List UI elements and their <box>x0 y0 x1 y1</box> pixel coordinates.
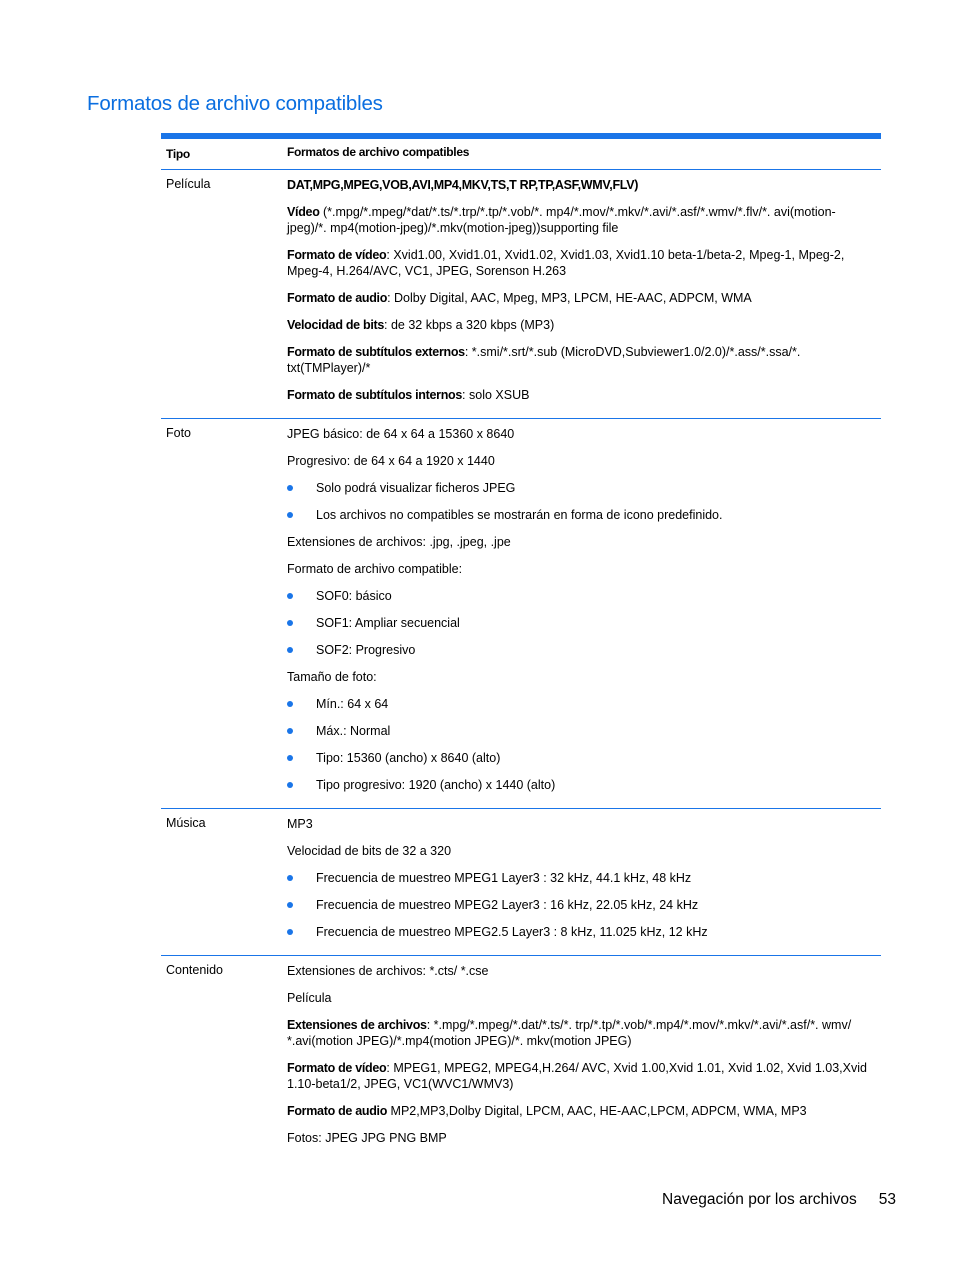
bullet-icon <box>287 620 293 626</box>
table-row-pelicula <box>161 170 881 419</box>
table-row-contenido <box>161 956 881 1161</box>
row-content <box>287 809 881 955</box>
list-item: Los archivos no compatibles se mostrarán en forma de icono predefinido. <box>287 507 873 523</box>
list-item: Frecuencia de muestreo MPEG1 Layer3 : 32 kHz, 44.1 kHz, 48 kHz <box>287 870 873 886</box>
external-subtitles-paragraph: Formato de subtítulos externos: *.smi/*.srt/*.sub (MicroDVD,Subviewer1.0/2.0)/*.ass/*.ssa/*. txt(TMPlayer)/* <box>287 345 801 375</box>
row-content <box>287 956 881 1161</box>
extensions: Extensiones de archivos: *.cts/ *.cse <box>287 964 489 978</box>
video-paragraph: Vídeo (*.mpg/*.mpeg/*dat/*.ts/*.trp/*.tp/*.vob/*. mp4/*.mov/*.mkv/*.avi/*.asf/*.wmv/*.flv/*. avi(motion-jpeg)/*. mp4(motion-jpeg)/*.mkv(motion-jpeg))supporting file <box>287 205 836 235</box>
row-label: Foto <box>166 426 192 440</box>
bullet-icon <box>287 701 293 707</box>
footer-section: Navegación por los archivos <box>662 1191 857 1208</box>
internal-subtitles-paragraph: Formato de subtítulos internos: solo XSUB <box>287 388 530 402</box>
row-content <box>287 170 881 418</box>
photos-formats: Fotos: JPEG JPG PNG BMP <box>287 1131 447 1145</box>
formats-table <box>161 133 881 1161</box>
extensions-paragraph: Extensiones de archivos: *.mpg/*.mpeg/*.dat/*.ts/*. trp/*.tp/*.vob/*.mp4/*.mov/*.mkv/*.avi/*.asf/*. wmv/ *.avi(motion JPEG)/*.mp4(motion JPEG)/*. mkv(motion JPEG) <box>287 1018 852 1048</box>
photo-size: Tamaño de foto: <box>287 670 377 684</box>
bullet-icon <box>287 512 293 518</box>
list-item: Mín.: 64 x 64 <box>287 696 873 712</box>
page-title: Formatos de archivo compatibles <box>87 92 383 115</box>
page-footer <box>662 1191 896 1209</box>
bullet-icon <box>287 902 293 908</box>
bitrate: Velocidad de bits de 32 a 320 <box>287 844 452 858</box>
list-item: SOF2: Progresivo <box>287 642 873 658</box>
formats-list: DAT,MPG,MPEG,VOB,AVI,MP4,MKV,TS,T RP,TP,ASF,WMV,FLV) <box>287 178 639 192</box>
list-item: Solo podrá visualizar ficheros JPEG <box>287 480 873 496</box>
row-label: Música <box>166 816 206 830</box>
list-item: Frecuencia de muestreo MPEG2.5 Layer3 : 8 kHz, 11.025 kHz, 12 kHz <box>287 924 873 940</box>
bullet-icon <box>287 728 293 734</box>
list-item: Tipo: 15360 (ancho) x 8640 (alto) <box>287 750 873 766</box>
movie-heading: Película <box>287 991 332 1005</box>
video-format-paragraph: Formato de vídeo: MPEG1, MPEG2, MPEG4,H.264/ AVC, Xvid 1.00,Xvid 1.01, Xvid 1.02, Xvid 1.03,Xvid 1.10-beta1/2, JPEG, VC1(WVC1/WMV3) <box>287 1061 867 1091</box>
jpeg-basic: JPEG básico: de 64 x 64 a 15360 x 8640 <box>287 427 515 441</box>
list-item: Frecuencia de muestreo MPEG2 Layer3 : 16 kHz, 22.05 kHz, 24 kHz <box>287 897 873 913</box>
bullet-icon <box>287 755 293 761</box>
list-item: SOF1: Ampliar secuencial <box>287 615 873 631</box>
table-row-foto <box>161 419 881 809</box>
bullet-icon <box>287 485 293 491</box>
row-label: Película <box>166 177 211 191</box>
audio-format-paragraph: Formato de audio MP2,MP3,Dolby Digital, LPCM, AAC, HE-AAC,LPCM, ADPCM, WMA, MP3 <box>287 1104 807 1118</box>
page-number: 53 <box>878 1191 896 1208</box>
bullet-icon <box>287 647 293 653</box>
extensions: Extensiones de archivos: .jpg, .jpeg, .jpe <box>287 535 511 549</box>
bullet-icon <box>287 875 293 881</box>
bitrate-paragraph: Velocidad de bits: de 32 kbps a 320 kbps (MP3) <box>287 318 555 332</box>
header-formats: Formatos de archivo compatibles <box>287 145 470 159</box>
mp3: MP3 <box>287 817 313 831</box>
bullet-icon <box>287 929 293 935</box>
bullet-icon <box>287 593 293 599</box>
list-item: Máx.: Normal <box>287 723 873 739</box>
list-item: SOF0: básico <box>287 588 873 604</box>
table-row-musica <box>161 809 881 956</box>
progressive: Progresivo: de 64 x 64 a 1920 x 1440 <box>287 454 495 468</box>
list-item: Tipo progresivo: 1920 (ancho) x 1440 (alto) <box>287 777 873 793</box>
bullet-icon <box>287 782 293 788</box>
audio-format-paragraph: Formato de audio: Dolby Digital, AAC, Mpeg, MP3, LPCM, HE-AAC, ADPCM, WMA <box>287 291 752 305</box>
row-label: Contenido <box>166 963 223 977</box>
compatible-format: Formato de archivo compatible: <box>287 562 463 576</box>
video-format-paragraph: Formato de vídeo: Xvid1.00, Xvid1.01, Xvid1.02, Xvid1.03, Xvid1.10 beta-1/beta-2, Mpeg-1, Mpeg-2, Mpeg-4, H.264/AVC, VC1, JPEG, Sorenson H.263 <box>287 248 845 278</box>
table-header-row <box>161 139 881 170</box>
header-type: Tipo <box>166 147 190 161</box>
row-content <box>287 419 881 808</box>
